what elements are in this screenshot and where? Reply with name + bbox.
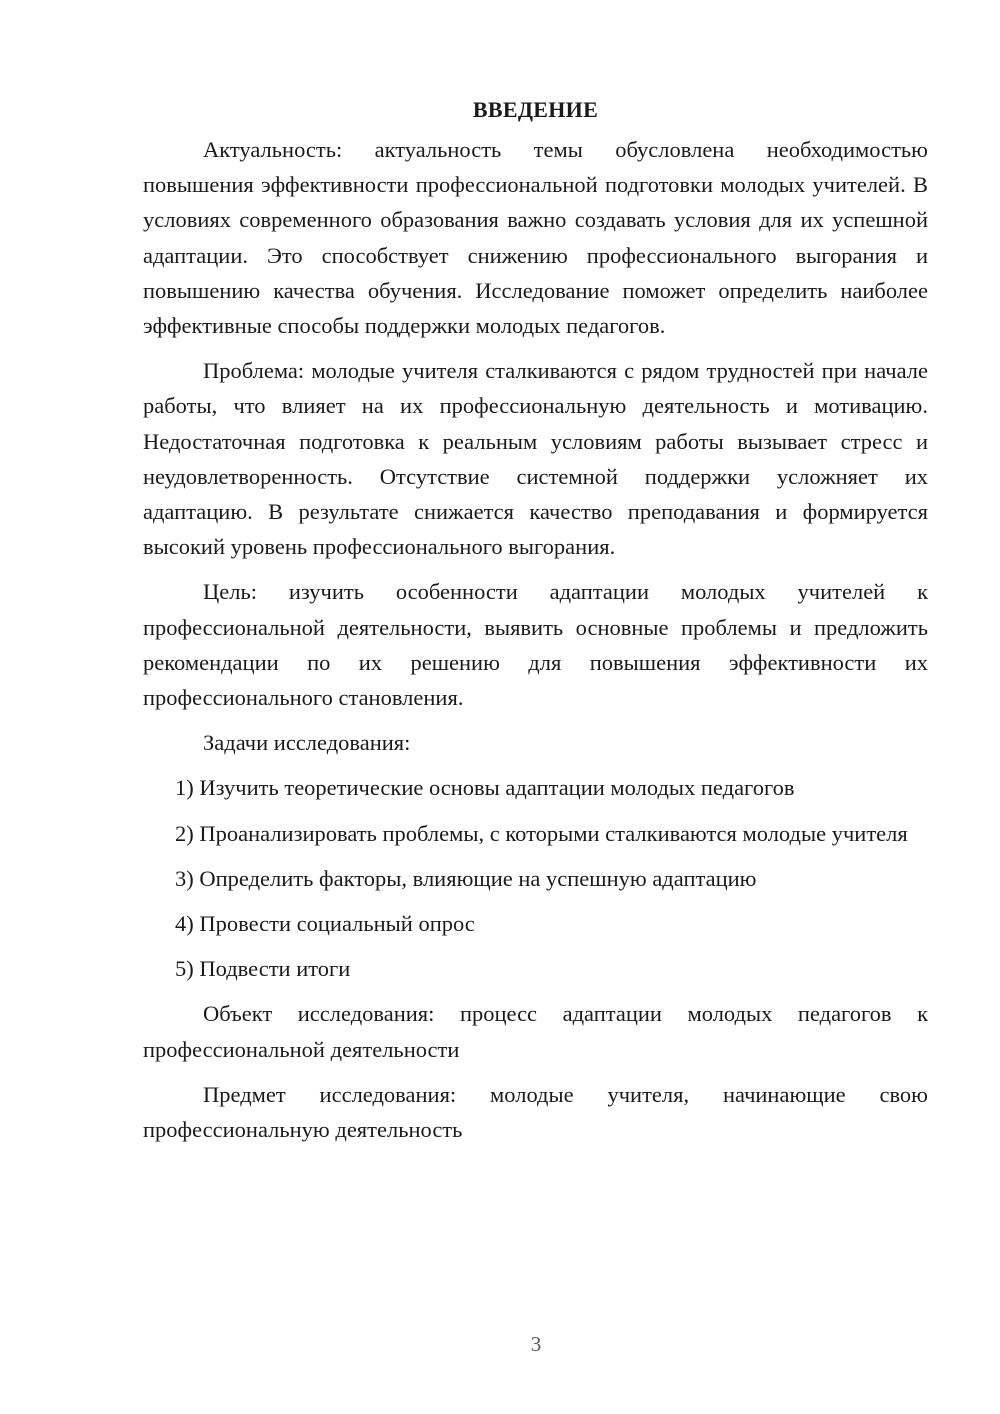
tasks-list xyxy=(143,770,928,986)
task-item: 5) Подвести итоги xyxy=(175,956,351,982)
document-page xyxy=(143,92,928,1157)
problem-paragraph: Проблема: молодые учителя сталкиваются с рядом трудностей при начале работы, что влияет на их профессиональную деятельность и мотивацию. Недостаточная подготовка к реальным условиям работы вызывает стресс и неудовлетворенность. Отсутствие системной поддержки усложняет их адаптацию. В результате снижается качество преподавания и формируется высокий уровень профессионального выгорания. xyxy=(143,358,928,560)
object-paragraph: Объект исследования: процесс адаптации молодых педагогов к профессиональной деятельности xyxy=(143,1001,928,1062)
task-item: 3) Определить факторы, влияющие на успешную адаптацию xyxy=(175,865,757,891)
section-title: ВВЕДЕНИЕ xyxy=(472,97,599,122)
task-item: 1) Изучить теоретические основы адаптации молодых педагогов xyxy=(175,775,795,801)
page-number: 3 xyxy=(530,1332,542,1356)
subject-paragraph: Предмет исследования: молодые учителя, начинающие свою профессиональную деятельность xyxy=(143,1081,928,1143)
relevance-paragraph: Актуальность: актуальность темы обусловлена необходимостью повышения эффективности профессиональной подготовки молодых учителей. В условиях современного образования важно создавать условия для их успешной адаптации. Это способствует снижению профессионального выгорания и повышению качества обучения. Исследование поможет определить наиболее эффективные способы поддержки молодых педагогов. xyxy=(143,137,928,339)
tasks-heading: Задачи исследования: xyxy=(203,730,411,756)
task-item: 2) Проанализировать проблемы, с которыми сталкиваются молодые учителя xyxy=(175,820,908,846)
task-item: 4) Провести социальный опрос xyxy=(175,911,475,937)
goal-paragraph: Цель: изучить особенности адаптации молодых учителей к профессиональной деятельности, выявить основные проблемы и предложить рекомендации по их решению для повышения эффективности их профессионального становления. xyxy=(143,579,928,711)
